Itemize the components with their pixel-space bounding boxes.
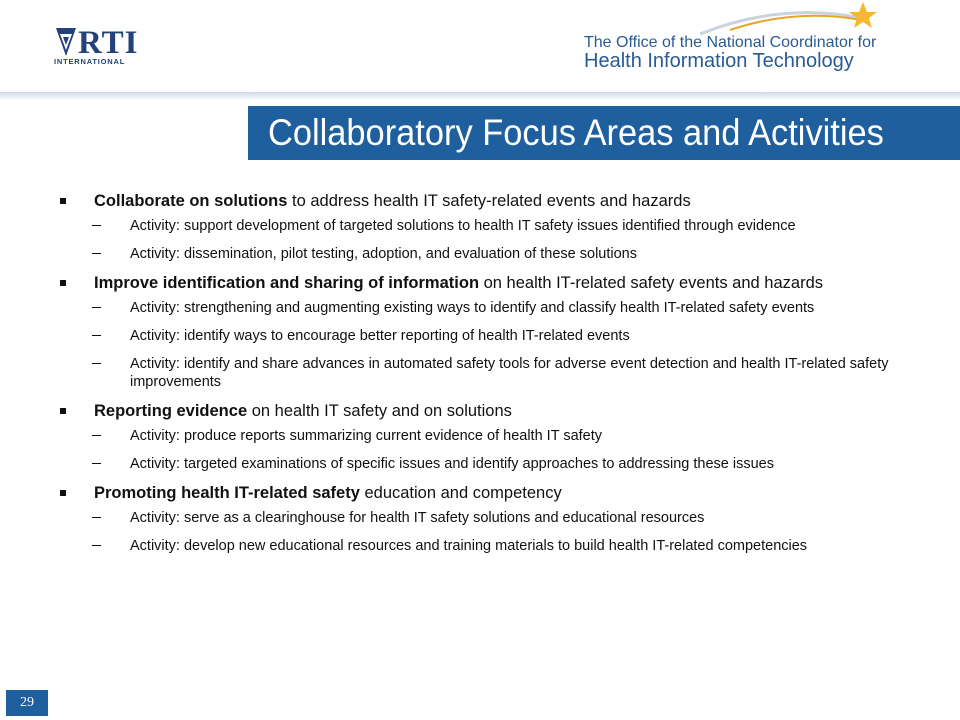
activity-item [60,245,920,263]
focus-area-heading: Reporting evidence [94,402,248,420]
square-bullet-icon [60,198,66,204]
focus-area-heading: Collaborate on solutions [94,192,288,210]
activity-item [60,355,920,391]
activity-item [60,217,920,235]
focus-area-description: on health IT safety and on solutions [247,402,512,420]
activity-item [60,455,920,473]
slide-header [0,0,960,92]
activity-text: Activity: support development of targeted solutions to health IT safety issues identified through evidence [130,218,796,234]
bullet-list [60,191,920,565]
square-bullet-icon [60,408,66,414]
title-bar [248,106,960,160]
focus-area-bullet [60,483,920,503]
square-bullet-icon [60,490,66,496]
focus-area-description: education and competency [359,484,562,502]
dash-bullet-icon [92,307,101,308]
dash-bullet-icon [92,225,101,226]
rti-logo-subtitle: INTERNATIONAL [54,57,126,66]
square-bullet-icon [60,280,66,286]
activity-text: Activity: serve as a clearinghouse for health IT safety solutions and educational resources [130,510,705,526]
activity-text: Activity: strengthening and augmenting existing ways to identify and classify health IT-related safety events [130,300,815,316]
dash-bullet-icon [92,463,101,464]
dash-bullet-icon [92,363,101,364]
dash-bullet-icon [92,335,101,336]
activity-text: Activity: targeted examinations of specific issues and identify approaches to addressing these issues [130,456,774,472]
slide-title: Collaboratory Focus Areas and Activities [268,112,884,153]
rti-globe-icon [52,26,80,58]
rti-logo [52,26,152,70]
header-divider [0,92,960,100]
activity-text: Activity: develop new educational resources and training materials to build health IT-related competencies [130,538,808,554]
dash-bullet-icon [92,545,101,546]
onc-logo-line2: Health Information Technology [584,50,854,72]
activity-item [60,299,920,317]
activity-text: Activity: produce reports summarizing current evidence of health IT safety [130,428,603,444]
activity-text: Activity: dissemination, pilot testing, adoption, and evaluation of these solutions [130,246,637,262]
activity-item [60,327,920,345]
focus-area-bullet [60,273,920,293]
onc-logo-line1: The Office of the National Coordinator for [584,34,877,51]
focus-area-heading: Promoting health IT-related safety [94,484,360,502]
focus-area-bullet [60,401,920,421]
dash-bullet-icon [92,435,101,436]
focus-area-heading: Improve identification and sharing of information [94,274,480,292]
dash-bullet-icon [92,253,101,254]
focus-area-description: to address health IT safety-related events and hazards [287,192,691,210]
activity-text: Activity: identify and share advances in automated safety tools for adverse event detection and health IT-related safety improvements [130,356,889,390]
activity-item [60,427,920,445]
onc-logo [580,0,880,80]
activity-text: Activity: identify ways to encourage better reporting of health IT-related events [130,328,630,344]
dash-bullet-icon [92,517,101,518]
activity-item [60,509,920,527]
focus-area-description: on health IT-related safety events and hazards [479,274,823,292]
activity-item [60,537,920,555]
focus-area-bullet [60,191,920,211]
page-number: 29 [6,690,48,716]
rti-logo-letters: RTI [78,25,139,61]
